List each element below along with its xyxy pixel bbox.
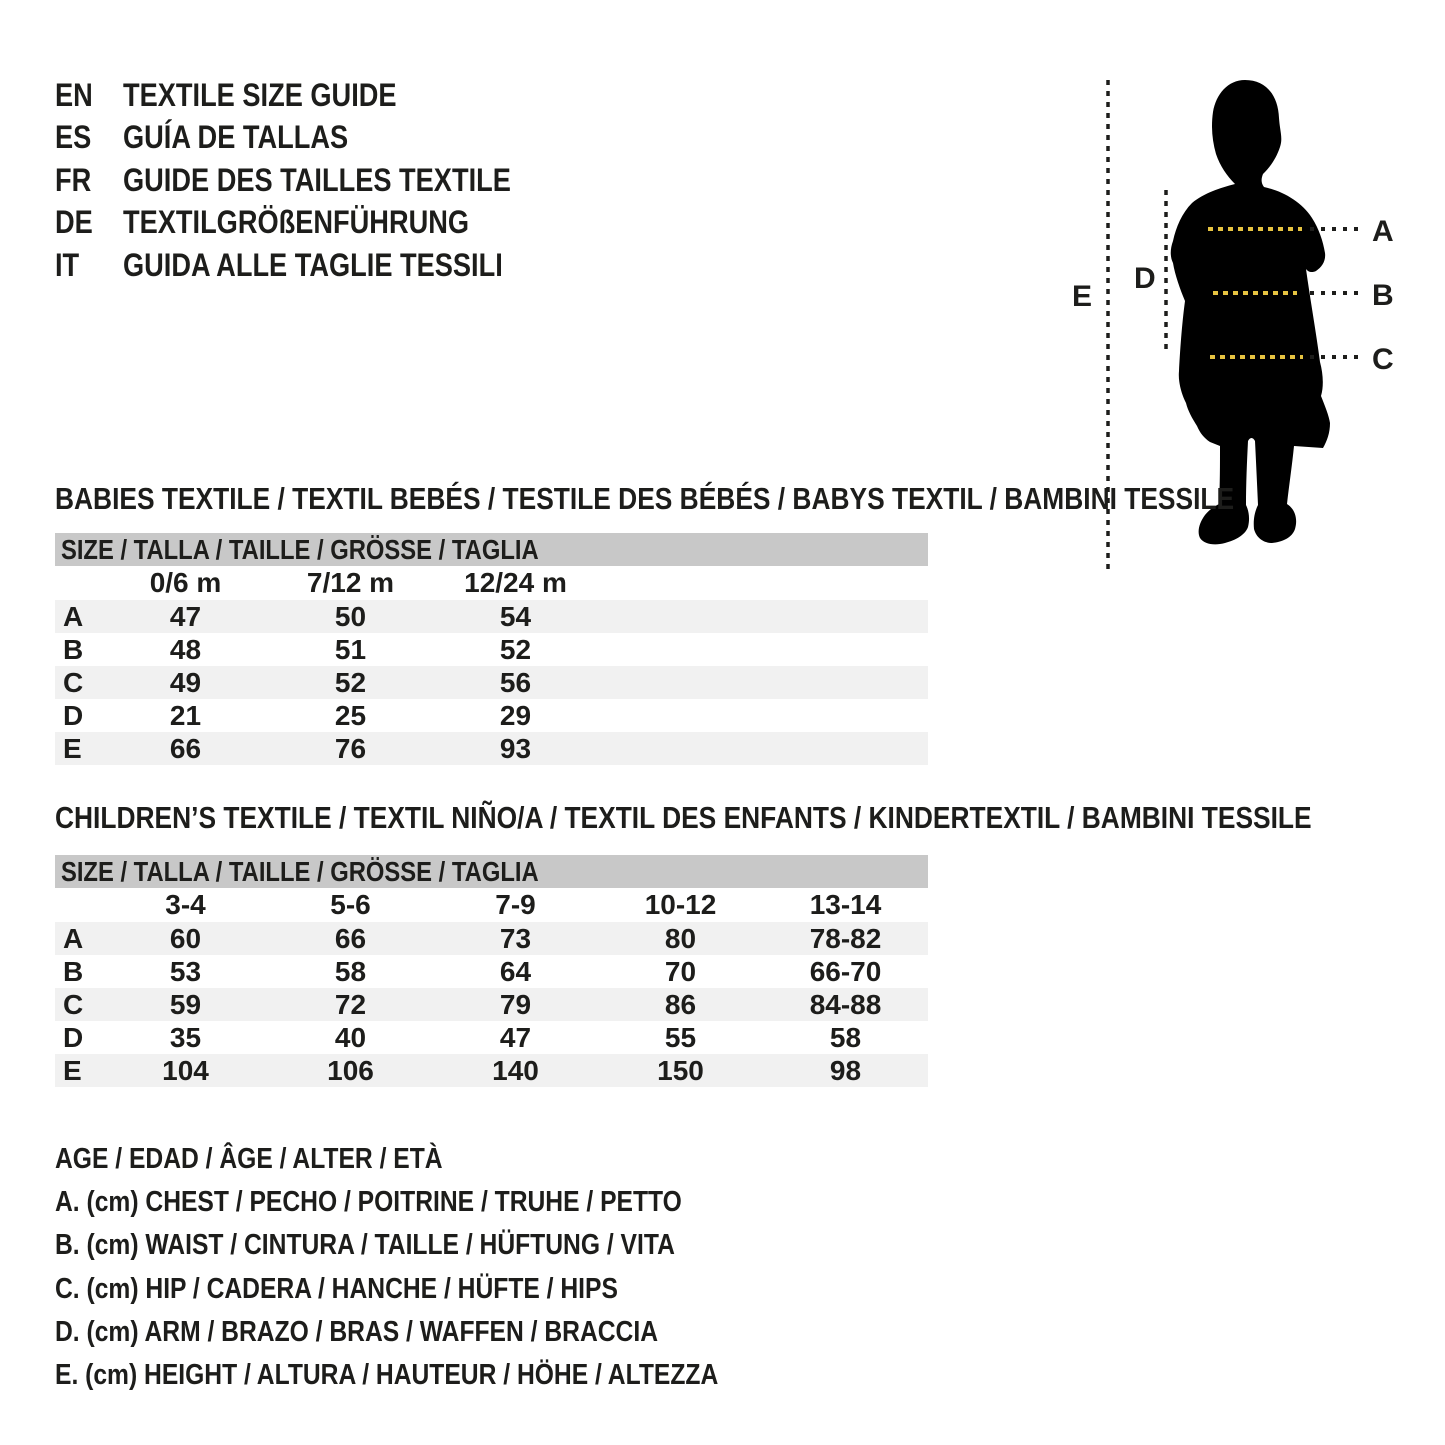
measure-label-a: A: [1372, 215, 1394, 248]
table-cell: 47: [499, 1021, 532, 1053]
table-cell: 73: [499, 922, 532, 954]
table-cell: 35: [169, 1021, 202, 1053]
table-row: [55, 955, 928, 988]
table-cell: 47: [169, 600, 202, 632]
measurement-legend: [55, 1138, 835, 1397]
table-cell: 104: [162, 1054, 209, 1086]
size-header-text: SIZE / TALLA / TAILLE / GRÖSSE / TAGLIA: [60, 855, 539, 887]
table-cell: 66: [169, 732, 202, 764]
child-silhouette: [1171, 80, 1330, 544]
table-cell: 29: [499, 699, 532, 731]
language-code: EN: [55, 76, 93, 113]
table-cell: 64: [499, 955, 532, 987]
language-code: DE: [55, 204, 93, 241]
row-label: B: [63, 633, 84, 665]
table-cell: 66-70: [809, 955, 882, 987]
row-label: D: [63, 1021, 84, 1053]
language-code: IT: [55, 246, 80, 283]
guide-title: TEXTILE SIZE GUIDE: [123, 76, 397, 113]
table-cell: 60: [169, 922, 202, 954]
table-cell: 50: [334, 600, 367, 632]
row-label: E: [63, 732, 82, 764]
legend-chest: A. (cm) CHEST / PECHO / POITRINE / TRUHE / PETTO: [55, 1186, 682, 1219]
table-cell: 40: [334, 1021, 367, 1053]
column-header: 7/12 m: [306, 567, 395, 598]
table-row: [55, 1054, 928, 1087]
column-header: 10-12: [644, 889, 717, 920]
babies-size-table: [55, 533, 928, 765]
size-header-text: SIZE / TALLA / TAILLE / GRÖSSE / TAGLIA: [60, 533, 539, 565]
table-cell: 66: [334, 922, 367, 954]
column-header: 0/6 m: [149, 567, 222, 598]
babies-size-header-bar: [55, 533, 928, 566]
table-cell: 58: [829, 1021, 862, 1053]
row-label: D: [63, 699, 84, 731]
row-label: E: [63, 1054, 82, 1086]
row-label: A: [63, 600, 84, 632]
table-cell: 59: [169, 988, 202, 1020]
child-silhouette-group: [1171, 80, 1330, 544]
table-cell: 93: [499, 732, 532, 764]
measure-label-e: E: [1072, 280, 1093, 313]
table-cell: 49: [169, 666, 202, 698]
table-cell: 56: [499, 666, 532, 698]
table-cell: 72: [334, 988, 367, 1020]
table-row: [55, 988, 928, 1021]
row-label: A: [63, 922, 84, 954]
row-label: C: [63, 666, 84, 698]
column-header: 13-14: [809, 889, 882, 920]
measure-label-b: B: [1372, 279, 1394, 312]
header-line-en: [55, 74, 511, 117]
table-cell: 98: [829, 1054, 862, 1086]
header-line-es: [55, 117, 511, 160]
header-line-fr: [55, 159, 511, 202]
table-cell: 70: [664, 955, 697, 987]
measure-label-c: C: [1372, 343, 1394, 376]
header-line-de: [55, 202, 511, 245]
language-title-list: [55, 74, 591, 287]
table-cell: 106: [327, 1054, 374, 1086]
table-cell: 84-88: [809, 988, 882, 1020]
table-cell: 54: [499, 600, 532, 632]
table-row: [55, 600, 928, 633]
legend-hip: C. (cm) HIP / CADERA / HANCHE / HÜFTE / HIPS: [55, 1272, 618, 1305]
table-cell: 140: [492, 1054, 539, 1086]
babies-section-title: BABIES TEXTILE / TEXTIL BEBÉS / TESTILE DES BÉBÉS / BABYS TEXTIL / BAMBINI TESSILE: [55, 481, 1235, 516]
table-cell: 86: [664, 988, 697, 1020]
guide-title: GUIDA ALLE TAGLIE TESSILI: [123, 246, 503, 283]
table-cell: 58: [334, 955, 367, 987]
table-cell: 48: [169, 633, 202, 665]
children-size-table: [55, 855, 928, 1087]
table-row: [55, 699, 928, 732]
table-cell: 51: [334, 633, 367, 665]
column-header: 5-6: [330, 889, 371, 920]
legend-age: AGE / EDAD / ÂGE / ALTER / ETÀ: [55, 1143, 443, 1176]
legend-height: E. (cm) HEIGHT / ALTURA / HAUTEUR / HÖHE / ALTEZZA: [55, 1359, 719, 1392]
table-cell: 78-82: [809, 922, 882, 954]
guide-title: GUIDE DES TAILLES TEXTILE: [123, 161, 511, 198]
table-row: [55, 732, 928, 765]
row-label: B: [63, 955, 84, 987]
table-cell: 79: [499, 988, 532, 1020]
legend-waist: B. (cm) WAIST / CINTURA / TAILLE / HÜFTUNG / VITA: [55, 1229, 675, 1262]
guide-title: GUÍA DE TALLAS: [123, 119, 349, 156]
table-cell: 52: [334, 666, 367, 698]
table-row: [55, 922, 928, 955]
language-code: ES: [55, 119, 92, 156]
table-cell: 80: [664, 922, 697, 954]
row-label: C: [63, 988, 84, 1020]
header-line-it: [55, 244, 511, 287]
table-row: [55, 1021, 928, 1054]
table-cell: 53: [169, 955, 202, 987]
table-cell: 21: [169, 699, 202, 731]
table-cell: 25: [334, 699, 367, 731]
legend-arm: D. (cm) ARM / BRAZO / BRAS / WAFFEN / BRACCIA: [55, 1315, 659, 1348]
children-column-header-row: [55, 888, 928, 922]
table-cell: 76: [334, 732, 367, 764]
language-code: FR: [55, 161, 92, 198]
table-cell: 150: [657, 1054, 704, 1086]
measure-label-d: D: [1134, 262, 1156, 295]
guide-title: TEXTILGRÖßENFÜHRUNG: [123, 204, 470, 241]
table-row: [55, 633, 928, 666]
children-size-header-bar: [55, 855, 928, 888]
children-section-title: CHILDREN’S TEXTILE / TEXTIL NIÑO/A / TEXTIL DES ENFANTS / KINDERTEXTIL / BAMBINI TESSILE: [55, 800, 1312, 835]
table-cell: 55: [664, 1021, 697, 1053]
column-header: 7-9: [495, 889, 536, 920]
table-row: [55, 666, 928, 699]
column-header: 12/24 m: [464, 567, 567, 598]
table-cell: 52: [499, 633, 532, 665]
measurement-figure: [1040, 60, 1445, 600]
column-header: 3-4: [165, 889, 206, 920]
babies-column-header-row: [55, 566, 928, 600]
